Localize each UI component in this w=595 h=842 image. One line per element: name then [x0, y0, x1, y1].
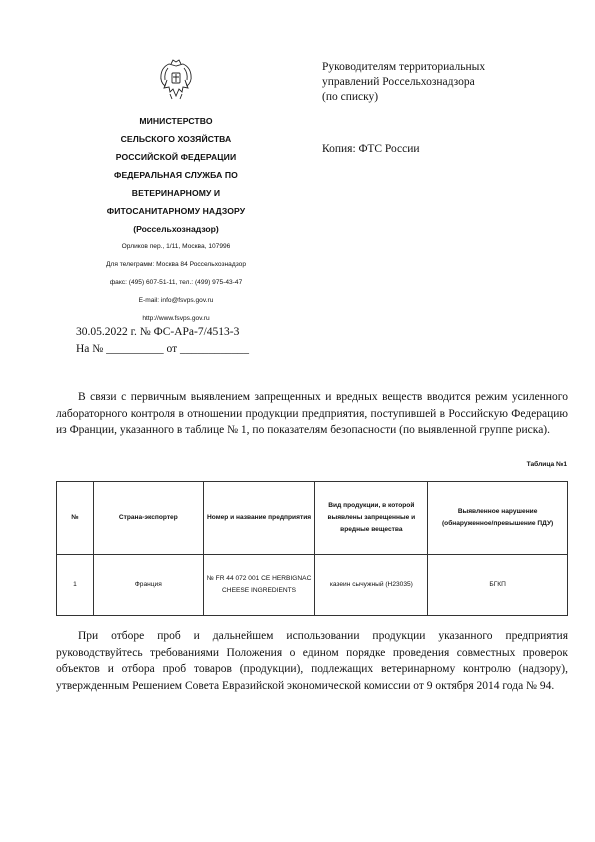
- org-address: Орликов пер., 1/11, Москва, 107996: [121, 243, 231, 250]
- org-short-name: (Россельхознадзор): [133, 224, 219, 234]
- table-cell: 1: [57, 555, 94, 616]
- org-name-line: МИНИСТЕРСТВО: [139, 116, 213, 126]
- addressee-block: [322, 60, 485, 105]
- reference-line: На № __________ от ____________: [76, 343, 250, 355]
- registration-number: 30.05.2022 г. № ФС-АРа-7/4513-3: [76, 326, 240, 338]
- column-header: Выявленное нарушение (обнаруженное/превышение ПДУ): [428, 482, 568, 555]
- org-website: http://www.fsvps.gov.ru: [142, 315, 210, 322]
- body-paragraph: В связи с первичным выявлением запрещенных и вредных веществ вводится режим усиленного лабораторного контроля в отношении продукции предприятия, поступившей в Российскую Федерацию из Франции, указанного в таблице № 1, по показателям безопасности (по выявленной группе риска).: [56, 391, 568, 437]
- column-header: Вид продукции, в которой выявлены запрещенные и вредные вещества: [315, 482, 428, 555]
- org-telegram: Для телеграмм: Москва 84 Россельхознадзор: [106, 261, 246, 268]
- org-name-line: РОССИЙСКОЙ ФЕДЕРАЦИИ: [115, 152, 237, 162]
- coat-of-arms-icon: [158, 58, 194, 100]
- addressee-line: Руководителям территориальных: [322, 61, 486, 73]
- table-cell: БГКП: [428, 555, 568, 616]
- table-row: [57, 555, 568, 616]
- body-paragraph: При отборе проб и дальнейшем использовании продукции указанного предприятия руководствуйтесь требованиями Положения о едином порядке проведения совместных проверок объектов и отбора проб товаров (продукции), подлежащих ветеринарному контролю (надзору), утвержденным Решением Совета Евразийской экономической комиссии от 9 октября 2014 года № 94.: [56, 630, 568, 692]
- table-cell: № FR 44 072 001 CE HERBIGNAC CHEESE INGREDIENTS: [203, 555, 315, 616]
- table-cell: Франция: [93, 555, 203, 616]
- org-name-line: ФЕДЕРАЛЬНАЯ СЛУЖБА ПО: [114, 170, 238, 180]
- table-cell: казеин сычужный (Н23035): [315, 555, 428, 616]
- table-header-row: [57, 482, 568, 555]
- column-header: №: [57, 482, 94, 555]
- org-name-line: СЕЛЬСКОГО ХОЗЯЙСТВА: [120, 134, 232, 144]
- copy-recipient: Копия: ФТС России: [322, 143, 420, 155]
- addressee-line: (по списку): [322, 91, 379, 103]
- column-header: Страна-экспортер: [93, 482, 203, 555]
- org-name-line: ВЕТЕРИНАРНОМУ И: [131, 188, 221, 198]
- table-caption: Таблица №1: [526, 461, 567, 468]
- addressee-line: управлений Россельхознадзора: [322, 76, 475, 88]
- products-table: [56, 481, 568, 616]
- org-name-line: ФИТОСАНИТАРНОМУ НАДЗОРУ: [106, 206, 246, 216]
- column-header: Номер и название предприятия: [203, 482, 315, 555]
- org-email: E-mail: info@fsvps.gov.ru: [138, 297, 214, 304]
- sender-block: [76, 112, 276, 328]
- org-phones: факс: (495) 607-51-11, тел.: (499) 975-43-47: [109, 279, 243, 286]
